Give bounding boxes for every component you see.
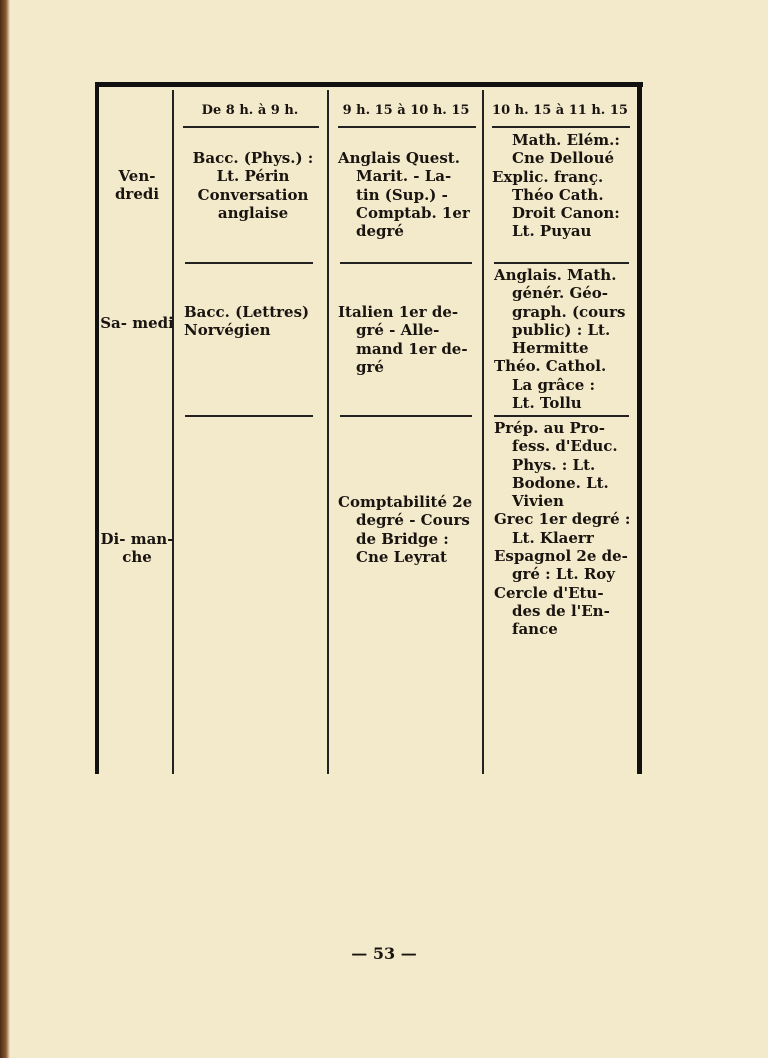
day-label-line: Sa- <box>100 314 127 332</box>
cell-line: mand 1er de- <box>356 339 468 358</box>
header-rule <box>492 126 630 128</box>
cell-line: Cercle d'Etu- <box>494 583 604 602</box>
row-separator <box>494 262 629 264</box>
cell-line: de Bridge : <box>356 529 449 548</box>
cell-line: Comptab. 1er <box>356 203 470 222</box>
cell-line: gré - Alle- <box>356 321 440 340</box>
cell-line: Bacc. (Phys.) : <box>192 149 314 167</box>
row-separator <box>185 415 313 417</box>
cell-samedi-1 <box>184 303 320 340</box>
cell-line: tin (Sup.) - <box>356 185 448 204</box>
cell-line: Comptabilité 2e <box>338 493 473 511</box>
cell-samedi-3 <box>494 266 634 412</box>
column-divider <box>482 90 484 774</box>
cell-line: Anglais Quest. <box>338 149 460 167</box>
cell-line: fance <box>512 620 558 639</box>
cell-vendredi-3 <box>492 131 634 241</box>
cell-line: Norvégien <box>184 321 271 340</box>
cell-line: Phys. : Lt. <box>512 455 596 474</box>
row-separator <box>185 262 313 264</box>
cell-line: génér. Géo- <box>512 284 609 303</box>
day-label-line: man- <box>130 530 174 548</box>
cell-line: Théo. Cathol. <box>494 357 607 376</box>
day-label-line: medi <box>132 314 174 332</box>
day-label-samedi <box>100 314 174 332</box>
cell-line: Math. Elém.: <box>512 131 620 149</box>
day-label-vendredi <box>100 167 174 203</box>
cell-line: Explic. franç. <box>492 167 604 186</box>
column-header-1: De 8 h. à 9 h. <box>201 103 299 118</box>
cell-line: Lt. Tollu <box>512 394 582 413</box>
cell-line: Hermitte <box>512 339 589 358</box>
page-number: — 53 — <box>351 944 417 963</box>
cell-line: Lt. Périn <box>216 167 290 186</box>
table-right-border <box>637 84 642 774</box>
cell-line: Marit. - La- <box>356 167 452 186</box>
cell-line: Conversation <box>197 185 309 204</box>
cell-line: Vivien <box>512 492 564 511</box>
cell-line: Cne Leyrat <box>356 547 447 566</box>
cell-line: Anglais. Math. <box>494 266 617 284</box>
table-top-border <box>95 82 643 87</box>
cell-line: Lt. Klaerr <box>512 528 594 547</box>
cell-line: Grec 1er degré : <box>494 510 631 529</box>
cell-dimanche-2 <box>338 493 478 566</box>
cell-line: gré : Lt. Roy <box>512 565 616 584</box>
header-rule <box>183 126 319 128</box>
column-header-2: 9 h. 15 à 10 h. 15 <box>342 103 470 118</box>
day-label-line: che <box>122 548 152 566</box>
cell-line: degré - Cours <box>356 511 470 530</box>
cell-samedi-2 <box>338 303 478 376</box>
cell-dimanche-3 <box>494 419 634 639</box>
cell-line: des de l'En- <box>512 601 610 620</box>
cell-line: Bodone. Lt. <box>512 473 609 492</box>
cell-line: Prép. au Pro- <box>494 419 605 437</box>
day-label-dimanche <box>100 530 174 566</box>
cell-line: Droit Canon: <box>512 204 620 223</box>
cell-line: fess. d'Educ. <box>512 437 618 456</box>
page-binding-edge <box>0 0 10 1058</box>
cell-line: Cne Delloué <box>512 149 615 168</box>
row-separator <box>340 262 472 264</box>
column-divider <box>327 90 329 774</box>
cell-vendredi-1 <box>180 149 326 222</box>
cell-line: graph. (cours <box>512 302 626 321</box>
day-label-line: dredi <box>114 185 160 203</box>
cell-line: gré <box>356 357 384 376</box>
cell-line: Espagnol 2e de- <box>494 547 628 566</box>
cell-line: Italien 1er de- <box>338 303 459 321</box>
row-separator <box>340 415 472 417</box>
cell-vendredi-2 <box>338 149 478 240</box>
cell-line: public) : Lt. <box>512 320 611 339</box>
cell-line: anglaise <box>217 203 289 222</box>
cell-line: La grâce : <box>512 375 596 394</box>
cell-line: Théo Cath. <box>512 185 604 204</box>
column-header-3: 10 h. 15 à 11 h. 15 <box>492 103 628 118</box>
table-left-border <box>95 84 99 774</box>
cell-line: degré <box>356 222 404 241</box>
row-separator <box>494 415 629 417</box>
day-label-line: Di- <box>100 530 126 548</box>
day-label-line: Ven- <box>118 167 156 185</box>
cell-line: Lt. Puyau <box>512 222 592 241</box>
header-rule <box>338 126 476 128</box>
cell-line: Bacc. (Lettres) <box>184 303 310 321</box>
